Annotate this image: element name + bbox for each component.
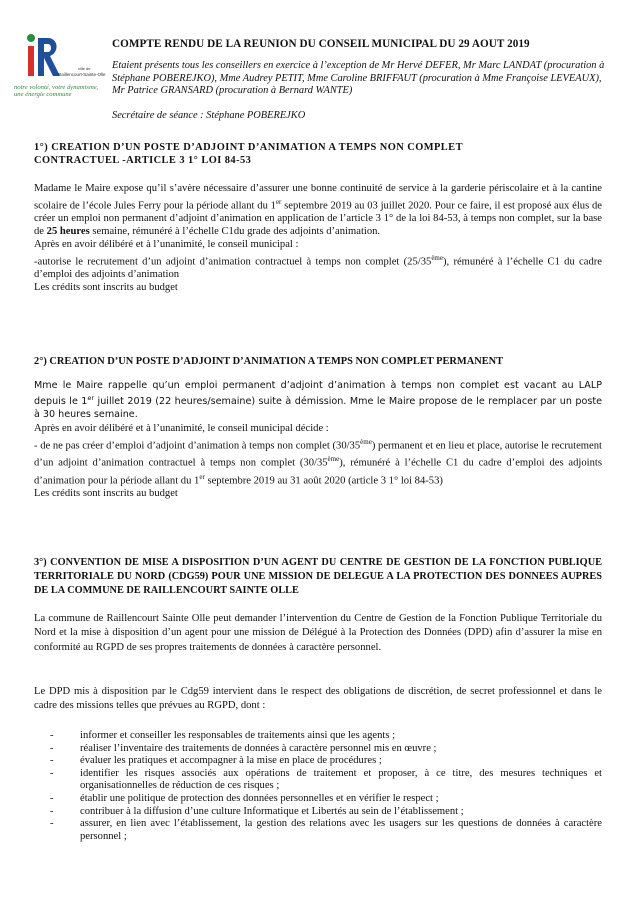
section-2-paragraph-2: Après en avoir délibéré et à l’unanimité, le conseil municipal décide :	[34, 423, 329, 435]
section-3-paragraph-1: La commune de Raillencourt Sainte Olle peut demander l’intervention du Centre de Gestion de la Fonction Publique Territoriale du Nord et la mise à disposition d’un agent pour une mission de Délégué à la Protection des Données (DPD) afin d’assurer la mise en conformité au RGPD de ses propres traitements de données à caractère personnel.	[34, 613, 602, 653]
logo-tagline: notre volonté, votre dynamisme, une énergie commune	[14, 84, 99, 99]
document-title: COMPTE RENDU DE LA REUNION DU CONSEIL MUNICIPAL DU 29 AOUT 2019	[112, 38, 530, 50]
attendance-note: Etaient présents tous les conseillers en exercice à l’exception de Mr Hervé DEFER, Mr Marc LANDAT (procuration à Stéphane POBEREJKO), Mme Audrey PETIT, Mme Caroline BRIFFAUT (procuration à Mme Françoise LEVEAUX), Mr Patrice GRANSARD (procuration à Bernard WANTE)	[112, 60, 605, 97]
section-2-body	[34, 379, 602, 501]
list-item: - évaluer les pratiques et accompagner à la mise en place de procédures ;	[34, 755, 602, 768]
list-item: - informer et conseiller les responsables de traitements ainsi que les agents ;	[34, 730, 602, 743]
section-2-paragraph-1: Mme le Maire rappelle qu’un emploi permanent d’adjoint d’animation à temps non complet est vacant au LALP depuis le 1er juillet 2019 (22 heures/semaine) suite à démission. Mme le Maire propose de le remplacer par un poste à 30 heures semaine.	[34, 380, 602, 421]
list-item: - identifier les risques associés aux opérations de traitement et proposer, à ce titre, des mesures techniques et organisationnelles de réduction de ces risques ;	[34, 768, 602, 793]
section-1-body	[34, 183, 602, 294]
logo-subtitle: ville de	[78, 66, 91, 71]
section-1-paragraph-2: Après en avoir délibéré et à l’unanimité, le conseil municipal :	[34, 238, 299, 250]
section-1-paragraph-4: Les crédits sont inscrits au budget	[34, 281, 178, 293]
list-item: - contribuer à la diffusion d’une culture Informatique et Libertés au sein de l’établissement ;	[34, 806, 602, 819]
section-2-paragraph-3: - de ne pas créer d’emploi d’adjoint d’animation à temps non complet (30/35ème) permanent et en lieu et place, autorise le recrutement d’un adjoint d’animation contractuel à temps non complet (30/35ème), rémunéré à l’échelle C1 du cadre d’emploi des adjoints d’animation pour la période allant du 1er septembre 2019 au 31 août 2020 (article 3 1° loi 84-53)	[34, 437, 602, 487]
section-2-heading: 2°) CREATION D’UN POSTE D’ADJOINT D’ANIMATION A TEMPS NON COMPLET PERMANENT	[34, 356, 504, 367]
section-1-heading	[34, 141, 602, 168]
list-item: - établir une politique de protection des données personnelles et en vérifier le respect ;	[34, 793, 602, 806]
list-item: - assurer, en lien avec l’établissement, la gestion des relations avec les usagers sur les questions de données à caractère personnel ;	[34, 818, 602, 843]
section-2-paragraph-4: Les crédits sont inscrits au budget	[34, 487, 178, 499]
section-1-paragraph-1: Madame le Maire expose qu’il s’avère nécessaire d’assurer une bonne continuité de service à la garderie périscolaire et à la cantine scolaire de l’école Jules Ferry pour la période allant du 1er septembre 2019 au 03 juillet 2020. Pour ce faire, il est proposé aux élus de créer un emploi non permanent d’adjoint d’animation en application de l’article 3 1° de la loi 84-53, à temps non complet, sur la base de 25 heures semaine, rémunéré à l’échelle C1du grade des adjoints d’animation.	[34, 183, 602, 237]
list-item: - réaliser l’inventaire des traitements de données à caractère personnel mis en œuvre ;	[34, 743, 602, 756]
meeting-secretary: Secrétaire de séance : Stéphane POBEREJKO	[112, 110, 306, 121]
section-1-paragraph-3: -autorise le recrutement d’un adjoint d’animation contractuel à temps non complet (25/35ème), rémunéré à l’échelle C1 du cadre d’emploi des adjoints d’animation	[34, 253, 602, 280]
section-1-heading-line1: 1°) CREATION D’UN POSTE D’ADJOINT D’ANIMATION A TEMPS NON COMPLET	[34, 142, 463, 153]
logo-town-name: Raillencourt-Sainte-Olle	[58, 72, 106, 77]
section-3-heading: 3°) CONVENTION DE MISE A DISPOSITION D’UN AGENT DU CENTRE DE GESTION DE LA FONCTION PUBLIQUE TERRITORIALE DU NORD (CDG59) POUR UNE MISSION DE DELEGUE A LA PROTECTION DES DONNEES AUPRES DE LA COMMUNE DE RAILLENCOURT SAINTE OLLE	[34, 557, 602, 597]
town-logo	[14, 30, 106, 102]
section-1-heading-line2: CONTRACTUEL -ARTICLE 3 1° LOI 84-53	[34, 155, 252, 167]
section-3-paragraph-2: Le DPD mis à disposition par le Cdg59 intervient dans le respect des obligations de discrétion, de secret professionnel et dans le cadre des missions telles que prévues au RGPD, dont :	[34, 686, 602, 711]
dpd-missions-list	[34, 730, 602, 843]
